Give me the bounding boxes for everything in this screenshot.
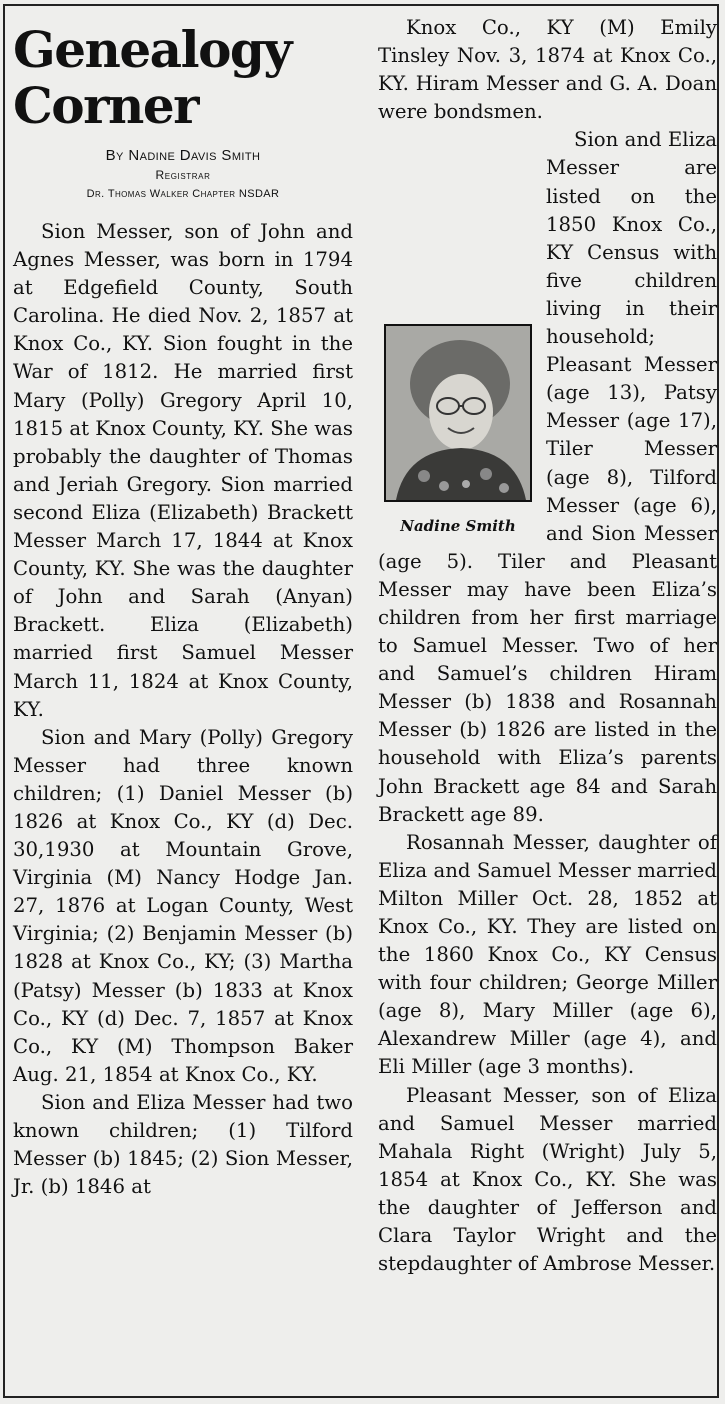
left-column bbox=[13, 14, 353, 1201]
paragraph-right-2: Nadine Smith Sion and Eliza Messer are listed on the 1850 Knox Co., KY Census with five children living in their household; Pleasant Messer (age 13), Patsy Messer (age 17), Tiler Messer (age 8), Tilford Messer (age 6), and Sion Messer (age 5). Tiler and Pleasant Messer may have been Eliza’s children from her first marriage to Samuel Messer. Two of her and Samuel’s children Hiram Messer (b) 1838 and Rosannah Messer (b) 1826 are listed in the household with Eliza’s parents John Brackett age 84 and Sarah Brackett age 89. bbox=[378, 128, 717, 826]
portrait-image bbox=[386, 326, 530, 500]
paragraph-right-3: Rosannah Messer, daughter of Eliza and Samuel Messer married Milton Miller Oct. 28, 1852 at Knox Co., KY. They are listed on the 1860 Knox Co., KY Census with four children; George Miller (age 8), Mary Miller (age 6), Alexandrew Miller (age 4), and Eli Miller (age 3 months). bbox=[378, 830, 717, 1079]
byline: By Nadine Davis Smith bbox=[105, 147, 261, 164]
article-border bbox=[3, 4, 719, 1398]
title-line-2: Corner bbox=[13, 76, 198, 135]
title-line-1: Genealogy bbox=[13, 20, 291, 79]
paragraph-left-1: Sion Messer, son of John and Agnes Messer, was born in 1794 at Edgefield County, South Carolina. He died Nov. 2, 1857 at Knox Co., KY. Sion fought in the War of 1812. He married first Mary (Polly) Gregory April 10, 1815 at Knox County, KY. She was probably the daughter of Thomas and Jeriah Gregory. Sion married second Eliza (Elizabeth) Brackett Messer March 17, 1844 at Knox County, KY. She was the daughter of John and Sarah (Anyan) Brackett. Eliza (Elizabeth) married first Samuel Messer March 11, 1824 at Knox County, KY. bbox=[13, 220, 353, 721]
photo-caption: Nadine Smith bbox=[400, 517, 516, 536]
article-title bbox=[13, 22, 353, 134]
author-photo-block bbox=[378, 322, 538, 546]
author-role: Registrar bbox=[155, 168, 211, 182]
paragraph-left-3: Sion and Eliza Messer had two known children; (1) Tilford Messer (b) 1845; (2) Sion Messer, Jr. (b) 1846 at bbox=[13, 1090, 353, 1199]
paragraph-left-2: Sion and Mary (Polly) Gregory Messer had three known children; (1) Daniel Messer (b) 1826 at Knox Co., KY (d) Dec. 30,1930 at Mountain Grove, Virginia (M) Nancy Hodge Jan. 27, 1876 at Logan County, West Virginia; (2) Benjamin Messer (b) 1828 at Knox Co., KY; (3) Martha (Patsy) Messer (b) 1833 at Knox Co., KY (d) Dec. 7, 1857 at Knox Co., KY (M) Thompson Baker Aug. 21, 1854 at Knox Co., KY. bbox=[13, 725, 353, 1086]
author-photo bbox=[384, 324, 532, 502]
chapter-name: Dr. Thomas Walker Chapter NSDAR bbox=[86, 188, 280, 200]
paragraph-right-1: Knox Co., KY (M) Emily Tinsley Nov. 3, 1874 at Knox Co., KY. Hiram Messer and G. A. Doan were bondsmen. bbox=[378, 16, 717, 124]
paragraph-right-4: Pleasant Messer, son of Eliza and Samuel Messer married Mahala Right (Wright) July 5, 1854 at Knox Co., KY. She was the daughter of Jefferson and Clara Taylor Wright and the stepdaughter of Ambrose Messer. bbox=[378, 1083, 717, 1276]
author-credit bbox=[13, 146, 353, 204]
right-column bbox=[378, 14, 717, 1278]
